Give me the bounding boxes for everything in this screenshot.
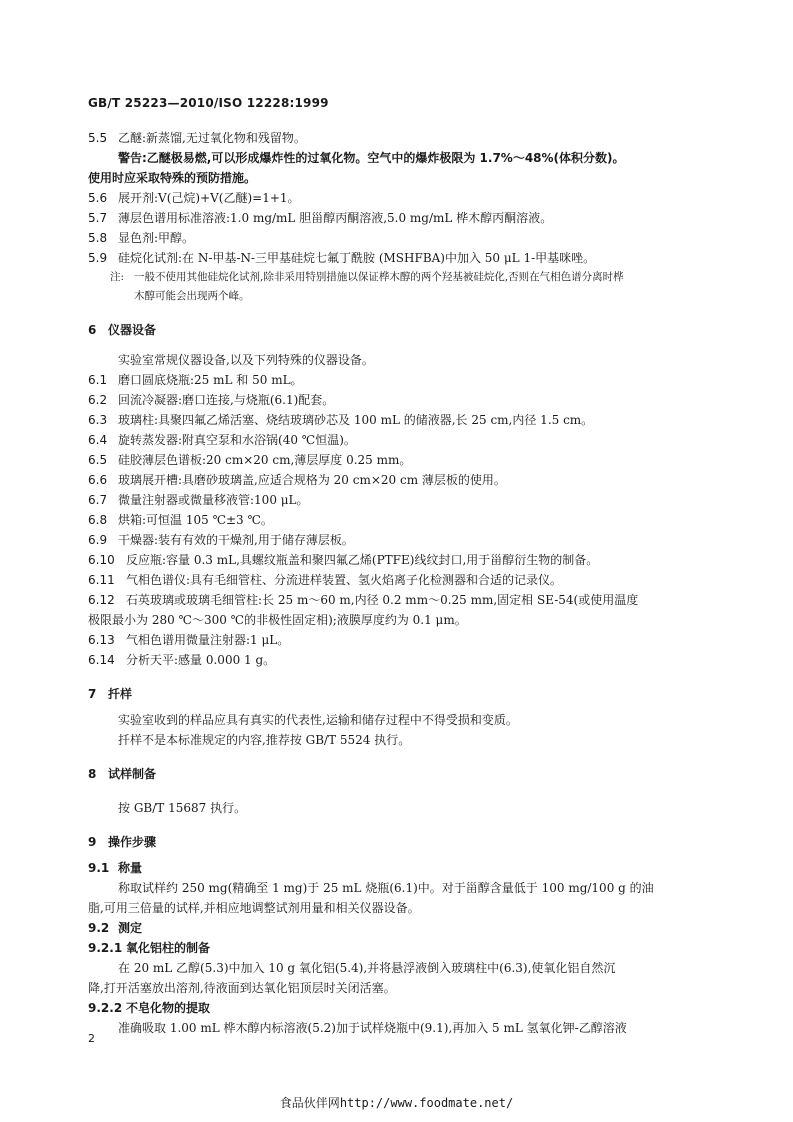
- footer-watermark: [0, 1094, 793, 1111]
- paragraph: 在 20 mL 乙醇(5.3)中加入 10 g 氧化铝(5.4),并将悬浮液倒入玻璃柱中(6.3),使氧化铝自然沉: [118, 961, 616, 975]
- warning-line: 使用时应采取特殊的预防措施。: [88, 171, 257, 185]
- item-text: 展开剂:V(己烷)+V(乙醚)=1+1。: [118, 191, 300, 205]
- item-text: 气相色谱仪:具有毛细管柱、分流进样装置、氢火焰离子化检测器和合适的记录仪。: [126, 573, 563, 587]
- standard-id-header: GB/T 25223—2010/ISO 12228:1999: [88, 96, 329, 110]
- item-text: 反应瓶:容量 0.3 mL,具螺纹瓶盖和聚四氟乙烯(PTFE)线纹封口,用于甾醇衍生物的制备。: [126, 553, 599, 567]
- item-number: 5.7: [88, 211, 108, 225]
- item-number: 5.8: [88, 231, 108, 245]
- note: [88, 268, 708, 287]
- item-text: 回流冷凝器:磨口连接,与烧瓶(6.1)配套。: [118, 393, 335, 407]
- subsection-title: 氧化铝柱的制备: [126, 941, 211, 955]
- note-label: 注:: [110, 271, 125, 283]
- paragraph: 称取试样约 250 mg(精确至 1 mg)于 25 mL 烧瓶(6.1)中。对于甾醇含量低于 100 mg/100 g 的油: [118, 881, 654, 895]
- item-number: 6.12: [88, 593, 115, 607]
- equipment-item: [88, 530, 708, 550]
- paragraph: 实验室常规仪器设备,以及下列特殊的仪器设备。: [118, 353, 374, 367]
- item-text: 硅胶薄层色谱板:20 cm×20 cm,薄层厚度 0.25 mm。: [118, 453, 412, 467]
- item-number: 5.5: [88, 131, 108, 145]
- subsection-number: 9.2: [88, 921, 110, 935]
- paragraph: 实验室收到的样品应具有真实的代表性,运输和储存过程中不得受损和变质。: [118, 713, 518, 727]
- reagent-item: [88, 188, 708, 208]
- subsection-heading: [88, 858, 708, 878]
- warning-line: 警告:乙醚极易燃,可以形成爆炸性的过氧化物。空气中的爆炸极限为 1.7%～48%(体积分数)。: [118, 151, 625, 165]
- item-text: 玻璃展开槽:具磨砂玻璃盖,应适合规格为 20 cm×20 cm 薄层板的使用。: [118, 473, 506, 487]
- section-title: 操作步骤: [108, 835, 157, 849]
- item-text: 乙醚:新蒸馏,无过氧化物和残留物。: [118, 131, 306, 145]
- subsection-number: 9.1: [88, 861, 110, 875]
- item-text: 显色剂:甲醇。: [118, 231, 195, 245]
- note-text: 一般不使用其他硅烷化试剂,除非采用特别措施以保证桦木醇的两个羟基被硅烷化,否则在气相色谱分离时桦: [134, 271, 624, 283]
- subsection-title: 测定: [118, 921, 143, 935]
- item-text: 磨口圆底烧瓶:25 mL 和 50 mL。: [118, 373, 303, 387]
- item-text: 玻璃柱:具聚四氟乙烯活塞、烧结玻璃砂芯及 100 mL 的储液器,长 25 cm,内径 1.5 cm。: [118, 413, 594, 427]
- section-number: 6: [88, 323, 97, 337]
- item-text: 石英玻璃或玻璃毛细管柱:长 25 m～60 m,内径 0.2 mm～0.25 mm,固定相 SE-54(或使用温度: [126, 593, 639, 607]
- section-number: 9: [88, 835, 97, 849]
- item-number: 6.7: [88, 493, 108, 507]
- item-number: 6.10: [88, 553, 115, 567]
- item-number: 6.5: [88, 453, 108, 467]
- equipment-item: [88, 410, 708, 430]
- item-number: 6.8: [88, 513, 108, 527]
- section-title: 扦样: [108, 687, 133, 701]
- equipment-item: [88, 510, 708, 530]
- section-heading: [88, 764, 708, 784]
- footer-url-link[interactable]: http://www.foodmate.net/: [339, 1096, 514, 1110]
- subsection-heading: [88, 918, 708, 938]
- item-number: 6.3: [88, 413, 108, 427]
- subsection-title: 称量: [118, 861, 143, 875]
- equipment-item: [88, 590, 708, 610]
- equipment-item: [88, 490, 708, 510]
- paragraph: 扦样不是本标准规定的内容,推荐按 GB/T 5524 执行。: [118, 733, 411, 747]
- item-text: 气相色谱用微量注射器:1 μL。: [126, 633, 290, 647]
- paragraph-continued: 脂,可用三倍量的试样,并相应地调整试剂用量和相关仪器设备。: [88, 901, 420, 915]
- document-body: [88, 128, 708, 1038]
- equipment-item: [88, 630, 708, 650]
- equipment-item-continued: 极限最小为 280 ℃～300 ℃的非极性固定相);液膜厚度约为 0.1 μm。: [88, 613, 467, 627]
- paragraph: 准确吸取 1.00 mL 桦木醇内标溶液(5.2)加于试样烧瓶中(9.1),再加入 5 mL 氢氧化钾-乙醇溶液: [118, 1021, 627, 1035]
- section-title: 试样制备: [108, 767, 157, 781]
- item-number: 6.9: [88, 533, 108, 547]
- section-number: 7: [88, 687, 97, 701]
- item-number: 6.13: [88, 633, 115, 647]
- item-number: 6.2: [88, 393, 108, 407]
- equipment-item: [88, 370, 708, 390]
- item-number: 6.6: [88, 473, 108, 487]
- equipment-item: [88, 570, 708, 590]
- section-title: 仪器设备: [108, 323, 157, 337]
- item-text: 微量注射器或微量移液管:100 μL。: [118, 493, 309, 507]
- paragraph-continued: 降,打开活塞放出溶剂,待液面到达氧化铝顶层时关闭活塞。: [88, 981, 396, 995]
- footer-site-name: 食品伙伴网: [279, 1096, 340, 1110]
- reagent-item: [88, 248, 708, 268]
- item-number: 6.1: [88, 373, 108, 387]
- reagent-item: [88, 128, 708, 148]
- item-text: 干燥器:装有有效的干燥剂,用于储存薄层板。: [118, 533, 354, 547]
- item-number: 6.11: [88, 573, 115, 587]
- item-text: 硅烷化试剂:在 N-甲基-N-三甲基硅烷七氟丁酰胺 (MSHFBA)中加入 50 μL 1-甲基咪唑。: [118, 251, 596, 265]
- section-heading: [88, 320, 708, 340]
- equipment-item: [88, 450, 708, 470]
- subsection-title: 不皂化物的提取: [126, 1001, 211, 1015]
- subsection-heading: [88, 998, 708, 1018]
- item-number: 5.6: [88, 191, 108, 205]
- subsection-number: 9.2.2: [88, 1001, 123, 1015]
- section-heading: [88, 684, 708, 704]
- item-text: 分析天平:感量 0.000 1 g。: [126, 653, 276, 667]
- reagent-item: [88, 208, 708, 228]
- note-text: 木醇可能会出现两个峰。: [134, 290, 250, 302]
- subsection-number: 9.2.1: [88, 941, 123, 955]
- reagent-item: [88, 228, 708, 248]
- equipment-item: [88, 430, 708, 450]
- equipment-item: [88, 550, 708, 570]
- equipment-item: [88, 470, 708, 490]
- item-text: 旋转蒸发器:附真空泵和水浴锅(40 ℃恒温)。: [118, 433, 356, 447]
- item-text: 烘箱:可恒温 105 ℃±3 ℃。: [118, 513, 273, 527]
- item-number: 5.9: [88, 251, 108, 265]
- section-number: 8: [88, 767, 97, 781]
- equipment-item: [88, 650, 708, 670]
- item-number: 6.4: [88, 433, 108, 447]
- item-text: 薄层色谱用标准溶液:1.0 mg/mL 胆甾醇丙酮溶液,5.0 mg/mL 桦木醇丙酮溶液。: [118, 211, 553, 225]
- paragraph: 按 GB/T 15687 执行。: [118, 801, 247, 815]
- page-number: 2: [88, 1032, 95, 1045]
- section-heading: [88, 832, 708, 852]
- subsection-heading: [88, 938, 708, 958]
- equipment-item: [88, 390, 708, 410]
- item-number: 6.14: [88, 653, 115, 667]
